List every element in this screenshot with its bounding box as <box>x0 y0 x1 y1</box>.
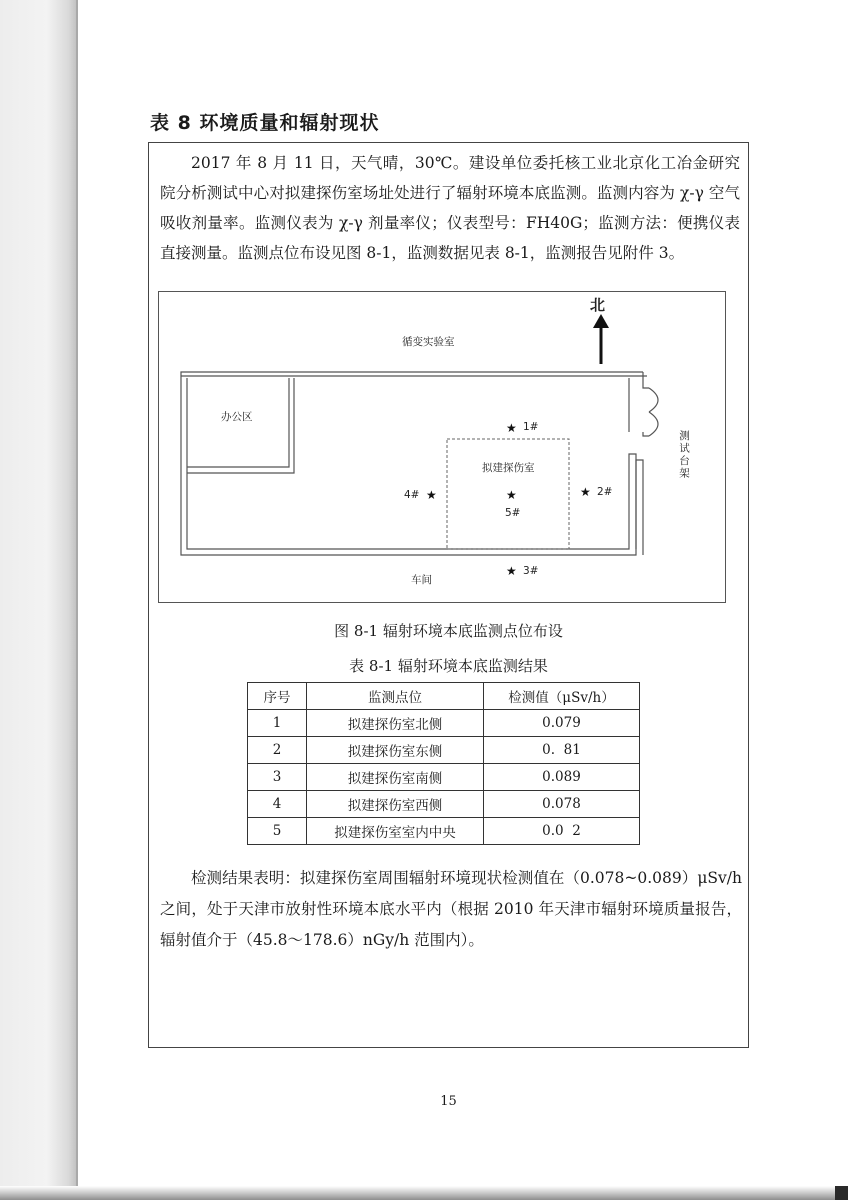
north-label: 北 <box>590 296 606 314</box>
monitoring-layout-diagram <box>158 291 726 603</box>
row-index: 4 <box>248 791 307 818</box>
door-east-frame <box>643 432 649 436</box>
row-index: 3 <box>248 764 307 791</box>
point-4-label: 4# <box>404 489 420 501</box>
table-caption: 表 8-1 辐射环境本底监测结果 <box>349 657 548 675</box>
office-partition-inner <box>187 378 294 473</box>
lab-label: 循变实验室 <box>402 336 455 348</box>
door-east <box>649 388 658 436</box>
point-5-label: 5# <box>505 507 521 519</box>
workshop-label: 车间 <box>411 574 432 586</box>
monitoring-results-table <box>247 682 640 845</box>
row-value: 0.0 2 <box>484 818 640 845</box>
point-4-star: ★ <box>426 488 437 502</box>
point-3-label: 3# <box>523 565 539 577</box>
point-3-star: ★ <box>506 564 517 578</box>
row-location: 拟建探伤室室内中央 <box>307 818 484 845</box>
test-stand-label: 测试台架 <box>678 430 690 480</box>
row-value: 0. 81 <box>484 737 640 764</box>
point-1-label: 1# <box>523 421 539 433</box>
row-index: 1 <box>248 710 307 737</box>
scan-corner-mark <box>835 1186 848 1200</box>
header-index: 序号 <box>248 683 307 710</box>
binding-edge <box>76 0 78 1200</box>
header-location: 监测点位 <box>307 683 484 710</box>
row-location: 拟建探伤室西侧 <box>307 791 484 818</box>
figure-caption: 图 8-1 辐射环境本底监测点位布设 <box>334 622 563 640</box>
table-row <box>248 764 640 791</box>
point-5-star: ★ <box>506 488 517 502</box>
scan-bottom-shadow <box>0 1186 848 1200</box>
row-location: 拟建探伤室北侧 <box>307 710 484 737</box>
table-row <box>248 737 640 764</box>
page-number: 15 <box>440 1094 457 1109</box>
conclusion-paragraph: 检测结果表明：拟建探伤室周围辐射环境现状检测值在（0.078~0.089）μSv/h 之间，处于天津市放射性环境本底水平内（根据 2010 年天津市辐射环境质量报告，辐射值介于（45.8～178.6）nGy/h 范围内）。 <box>160 869 742 949</box>
building-east-wall <box>643 372 649 388</box>
table-row <box>248 710 640 737</box>
intro-paragraph: 2017 年 8 月 11 日，天气晴，30℃。建设单位委托核工业北京化工冶金研究院分析测试中心对拟建探伤室场址处进行了辐射环境本底监测。监测内容为 χ-γ 空气吸收剂量率。监测仪表为 χ-γ 剂量率仪；仪表型号：FH40G；监测方法：便携仪表直接测量。监测点位布设见图 8-1，监测数据见表 8-1，监测报告见附件 3。 <box>160 154 740 262</box>
table-row <box>248 818 640 845</box>
building-outer-wall <box>181 372 643 555</box>
row-index: 2 <box>248 737 307 764</box>
row-index: 5 <box>248 818 307 845</box>
row-value: 0.089 <box>484 764 640 791</box>
point-2-star: ★ <box>580 485 591 499</box>
scan-binding-shadow <box>0 0 78 1200</box>
point-1-star: ★ <box>506 421 517 435</box>
row-value: 0.079 <box>484 710 640 737</box>
table-header-row <box>248 683 640 710</box>
header-value: 检测值（μSv/h） <box>484 683 640 710</box>
section-title: 表 8 环境质量和辐射现状 <box>150 112 380 134</box>
point-2-label: 2# <box>597 486 613 498</box>
row-location: 拟建探伤室南侧 <box>307 764 484 791</box>
proposed-room-label: 拟建探伤室 <box>482 462 535 474</box>
north-arrow <box>593 314 609 364</box>
row-location: 拟建探伤室东侧 <box>307 737 484 764</box>
row-value: 0.078 <box>484 791 640 818</box>
table-row <box>248 791 640 818</box>
office-label: 办公区 <box>221 411 253 423</box>
